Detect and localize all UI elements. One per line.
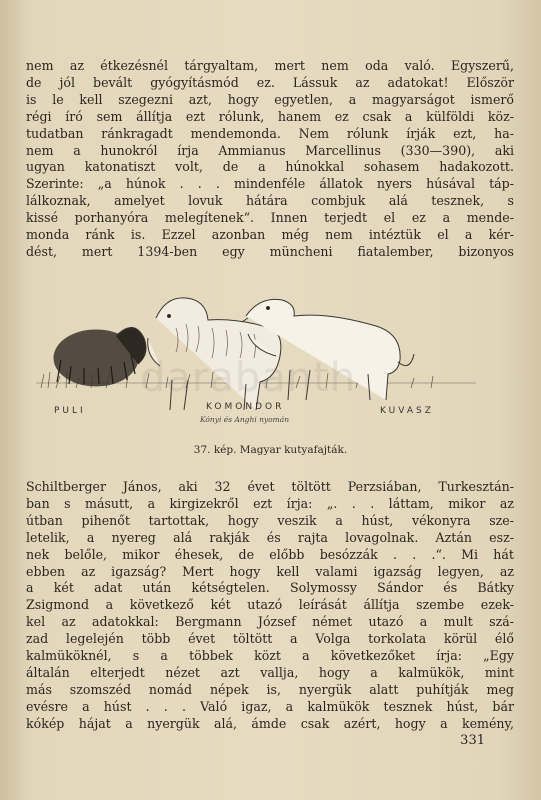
- komondor-label: KOMONDOR: [206, 402, 285, 412]
- text-line: nem a hunokról írja Ammianus Marcellinus (330—390), aki: [26, 142, 514, 158]
- text-line: régi író sem állítja ezt rólunk, hanem ez csak a külföldi köz-: [26, 108, 514, 124]
- figure-caption: 37. kép. Magyar kutyafajták.: [193, 444, 348, 456]
- text-line: Schiltberger János, aki 32 évet töltött Perzsiában, Turkesztán-: [26, 479, 514, 494]
- illustration-credit: Kónyi és Anghi nyomán: [200, 415, 290, 424]
- text-line: kissé porhanyóra melegítenek“. Innen terjedt el ez a mende-: [26, 210, 514, 226]
- text-line: Zsigmond a következő két utazó leírását állítja szembe ezek-: [26, 597, 514, 613]
- page-number: 331: [460, 733, 485, 748]
- dog-breeds-illustration: [36, 288, 476, 428]
- text-line: letelik, a nyereg alá rakják és rajta lovagolnak. Aztán esz-: [26, 529, 514, 545]
- text-line: kel az adatokkal: Bergmann József német utazó a mult szá-: [26, 614, 514, 630]
- text-line: kalmüköknél, s a többek közt a következőket írja: „Egy: [26, 648, 514, 664]
- bottom-paragraph: [26, 479, 514, 733]
- text-line: de jól bevált gyógyításmód ez. Lássuk az adatokat! Először: [26, 74, 514, 90]
- text-line: útban pihenőt tartottak, hogy veszik a húst, vékonyra sze-: [26, 512, 514, 528]
- text-line: nem az étkezésnél tárgyaltam, mert nem oda való. Egyszerű,: [26, 58, 514, 73]
- text-line: lálkoznak, amelyet lovuk hátára combjuk alá tesznek, s: [26, 193, 514, 209]
- text-line: tudatban ránkragadt mendemonda. Nem rólunk írják ezt, ha-: [26, 125, 514, 141]
- text-line: evésre a húst . . . Való igaz, a kalmükök tesznek húst, bár: [26, 698, 514, 714]
- text-line: ban s másutt, a kirgizekről ezt írja: „. . . láttam, mikor az: [26, 495, 514, 511]
- text-line: a két adat után kétségtelen. Solymossy Sándor és Bátky: [26, 580, 514, 596]
- text-line: monda ránk is. Ezzel azonban még nem intéztük el a kér-: [26, 227, 514, 243]
- puli-dog-drawing: [54, 327, 146, 386]
- text-line: ugyan katonatiszt volt, de a húnokkal sohasem hadakozott.: [26, 159, 514, 175]
- text-line: általán elterjedt nézet azt vallja, hogy a kalmükök, mint: [26, 664, 514, 680]
- text-line: dést, mert 1394-ben egy müncheni fiatalember, bizonyos: [26, 243, 514, 259]
- text-line: kókép hájat a nyergük alá, ámde csak azért, hogy a kemény,: [26, 715, 514, 731]
- text-line: zad legelején több évet töltött a Volga torkolata körül élő: [26, 631, 514, 647]
- text-line: más szomszéd nomád népek is, nyergük alatt puhítják meg: [26, 681, 514, 697]
- text-line: nek belőle, mikor éhesek, de előbb besózzák . . .“. Mi hát: [26, 546, 514, 562]
- top-paragraph: [26, 58, 514, 261]
- kuvasz-dog-drawing: [242, 299, 414, 400]
- puli-label: PULI: [54, 406, 86, 416]
- kuvasz-label: KUVASZ: [380, 406, 434, 416]
- text-line: Szerinte: „a húnok . . . mindenféle állatok nyers húsával táp-: [26, 176, 514, 192]
- text-line: ebben az igazság? Mert hogy kell valami igazság legyen, az: [26, 563, 514, 579]
- text-line: is le kell szegezni azt, hogy egyetlen, a magyarságot ismerő: [26, 91, 514, 107]
